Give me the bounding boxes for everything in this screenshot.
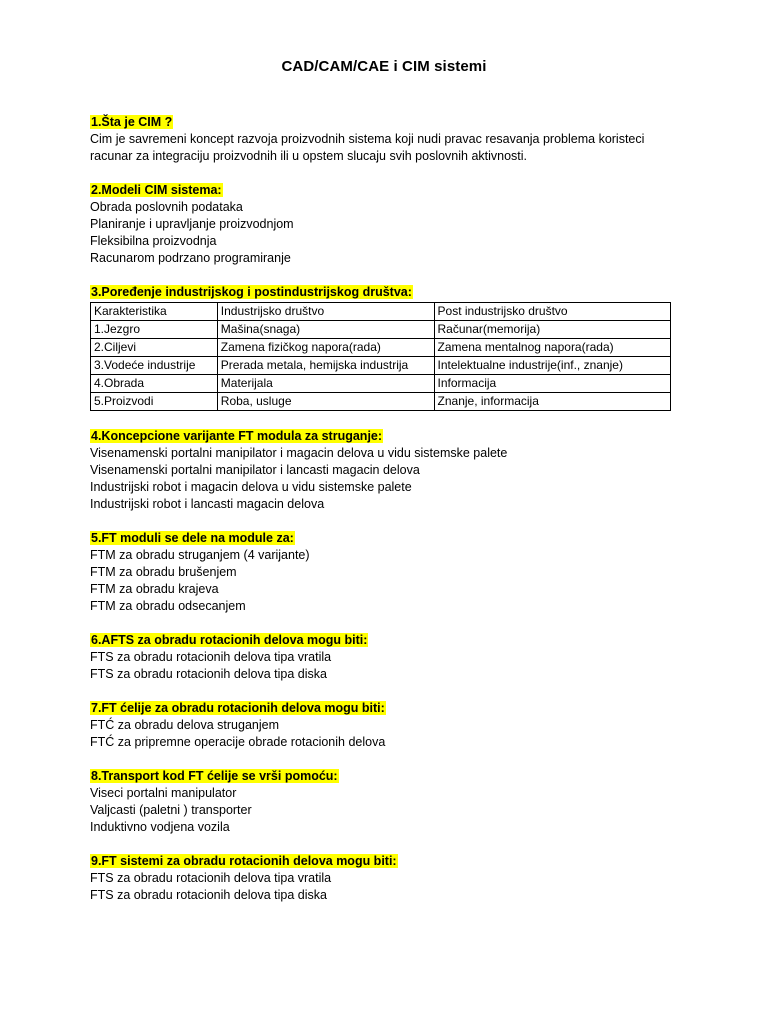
heading-highlight: 4.Koncepcione varijante FT modula za struganje: [91, 429, 383, 443]
table-header-cell: Industrijsko društvo [217, 303, 434, 321]
table-cell: Računar(memorija) [434, 321, 670, 339]
section-afts [90, 632, 690, 683]
table-row [91, 375, 671, 393]
section-what-is-cim [90, 114, 690, 165]
table-cell: Znanje, informacija [434, 393, 670, 411]
list-item: Visenamenski portalni manipilator i lancasti magacin delova [90, 463, 420, 477]
heading-highlight: 7.FT ćelije za obradu rotacionih delova mogu biti: [91, 701, 385, 715]
section-heading [90, 700, 690, 717]
document-title: CAD/CAM/CAE i CIM sistemi [281, 58, 487, 75]
section-heading [90, 284, 690, 301]
section-heading [90, 632, 690, 649]
table-cell: Mašina(snaga) [217, 321, 434, 339]
table-cell: 4.Obrada [91, 375, 218, 393]
heading-highlight: 9.FT sistemi za obradu rotacionih delova mogu biti: [91, 854, 397, 868]
list-item: FTM za obradu brušenjem [90, 565, 237, 579]
section-heading [90, 114, 690, 131]
table-header-cell: Post industrijsko društvo [434, 303, 670, 321]
list-item: Valjcasti (paletni ) transporter [90, 803, 252, 817]
table-row [91, 321, 671, 339]
list-item: Planiranje i upravljanje proizvodnjom [90, 217, 294, 231]
document-body [90, 114, 690, 921]
list-item: Viseci portalni manipulator [90, 786, 237, 800]
section-cim-models [90, 182, 690, 267]
section-ft-cells [90, 700, 690, 751]
section-heading [90, 182, 690, 199]
section-heading [90, 530, 690, 547]
section-ft-modules [90, 530, 690, 615]
table-cell: 2.Ciljevi [91, 339, 218, 357]
section-heading [90, 853, 690, 870]
list-item: FTĆ za pripremne operacije obrade rotacionih delova [90, 735, 386, 749]
section-heading [90, 428, 690, 445]
list-item: FTS za obradu rotacionih delova tipa diska [90, 667, 327, 681]
list-item: FTS za obradu rotacionih delova tipa vratila [90, 871, 332, 885]
section-ft-module-variants [90, 428, 690, 513]
heading-highlight: 6.AFTS za obradu rotacionih delova mogu biti: [91, 633, 368, 647]
table-cell: Informacija [434, 375, 670, 393]
list-item: FTM za obradu struganjem (4 varijante) [90, 548, 310, 562]
table-cell: Intelektualne industrije(inf., znanje) [434, 357, 670, 375]
table-header-row [91, 303, 671, 321]
table-row [91, 339, 671, 357]
list-item: FTS za obradu rotacionih delova tipa diska [90, 888, 327, 902]
table-header-cell: Karakteristika [91, 303, 218, 321]
table-cell: Materijala [217, 375, 434, 393]
table-cell: Zamena mentalnog napora(rada) [434, 339, 670, 357]
heading-highlight: 1.Šta je CIM ? [91, 115, 173, 129]
table-row [91, 357, 671, 375]
heading-highlight: 5.FT moduli se dele na module za: [91, 531, 294, 545]
heading-highlight: 8.Transport kod FT ćelije se vrši pomoću: [91, 769, 338, 783]
list-item: FTM za obradu krajeva [90, 582, 219, 596]
list-item: Visenamenski portalni manipilator i magacin delova u vidu sistemske palete [90, 446, 508, 460]
heading-highlight: 2.Modeli CIM sistema: [91, 183, 222, 197]
list-item: Racunarom podrzano programiranje [90, 251, 291, 265]
heading-highlight: 3.Poređenje industrijskog i postindustrijskog društva: [91, 285, 412, 299]
section-ft-transport [90, 768, 690, 836]
table-cell: 1.Jezgro [91, 321, 218, 339]
section-heading [90, 768, 690, 785]
list-item: Industrijski robot i lancasti magacin delova [90, 497, 325, 511]
section-ft-systems [90, 853, 690, 904]
section-paragraph: Cim je savremeni koncept razvoja proizvodnih sistema koji nudi pravac resavanja problema koristeci racunar za integraciju proizvodnih ili u opstem slucaju svih poslovnih aktivnosti. [90, 132, 645, 163]
table-cell: Zamena fizičkog napora(rada) [217, 339, 434, 357]
list-item: FTS za obradu rotacionih delova tipa vratila [90, 650, 332, 664]
list-item: Fleksibilna proizvodnja [90, 234, 217, 248]
list-item: Induktivno vodjena vozila [90, 820, 230, 834]
list-item: FTĆ za obradu delova struganjem [90, 718, 279, 732]
table-cell: 5.Proizvodi [91, 393, 218, 411]
list-item: Industrijski robot i magacin delova u vidu sistemske palete [90, 480, 412, 494]
comparison-table [90, 302, 671, 411]
list-item: Obrada poslovnih podataka [90, 200, 243, 214]
table-cell: Roba, usluge [217, 393, 434, 411]
table-cell: 3.Vodeće industrije [91, 357, 218, 375]
section-society-comparison [90, 284, 690, 411]
table-cell: Prerada metala, hemijska industrija [217, 357, 434, 375]
table-row [91, 393, 671, 411]
list-item: FTM za obradu odsecanjem [90, 599, 246, 613]
